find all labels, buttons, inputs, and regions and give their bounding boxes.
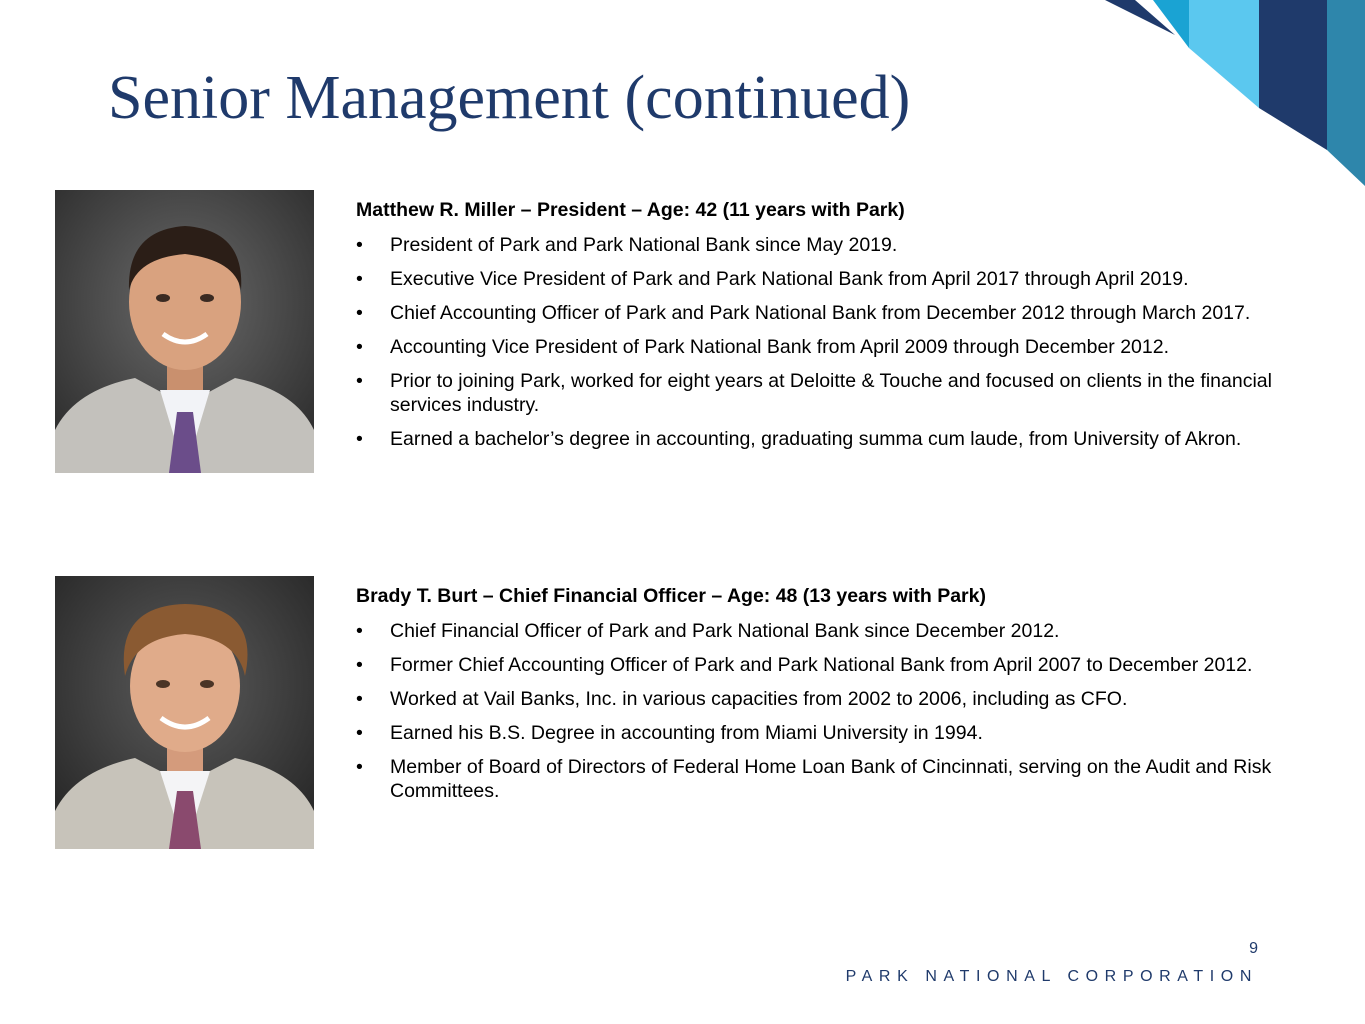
executive-bio-miller xyxy=(356,197,1286,451)
corner-stripes-decoration xyxy=(1105,0,1365,190)
list-item: • Earned his B.S. Degree in accounting from Miami University in 1994. xyxy=(356,722,983,744)
list-item: • Executive Vice President of Park and Park National Bank from April 2017 through April 2019. xyxy=(356,268,1189,290)
bullet-list xyxy=(356,233,1286,451)
executive-heading: Brady T. Burt – Chief Financial Officer – Age: 48 (13 years with Park) xyxy=(356,585,986,607)
executive-photo-miller xyxy=(55,190,314,473)
list-item: • Former Chief Accounting Officer of Park and Park National Bank from April 2007 to December 2012. xyxy=(356,654,1253,676)
executive-photo-burt xyxy=(55,576,314,849)
footer-brand: PARK NATIONAL CORPORATION xyxy=(845,968,1258,985)
list-item: • Worked at Vail Banks, Inc. in various capacities from 2002 to 2006, including as CFO. xyxy=(356,688,1128,710)
executive-bio-burt xyxy=(356,583,1286,803)
page-title: Senior Management (continued) xyxy=(108,64,911,132)
list-item: • Earned a bachelor’s degree in accounting, graduating summa cum laude, from University of Akron. xyxy=(356,428,1242,450)
bullet-list xyxy=(356,619,1286,803)
page-number: 9 xyxy=(1249,940,1258,957)
list-item: • President of Park and Park National Bank since May 2019. xyxy=(356,234,898,256)
list-item: • Prior to joining Park, worked for eight years at Deloitte & Touche and focused on clients in the financial services industry. xyxy=(356,370,1272,416)
list-item: • Chief Financial Officer of Park and Park National Bank since December 2012. xyxy=(356,620,1060,642)
list-item: • Chief Accounting Officer of Park and Park National Bank from December 2012 through March 2017. xyxy=(356,302,1251,324)
list-item: • Member of Board of Directors of Federal Home Loan Bank of Cincinnati, serving on the Audit and Risk Committees. xyxy=(356,756,1272,802)
executive-heading: Matthew R. Miller – President – Age: 42 (11 years with Park) xyxy=(356,199,905,221)
list-item: • Accounting Vice President of Park National Bank from April 2009 through December 2012. xyxy=(356,336,1170,358)
